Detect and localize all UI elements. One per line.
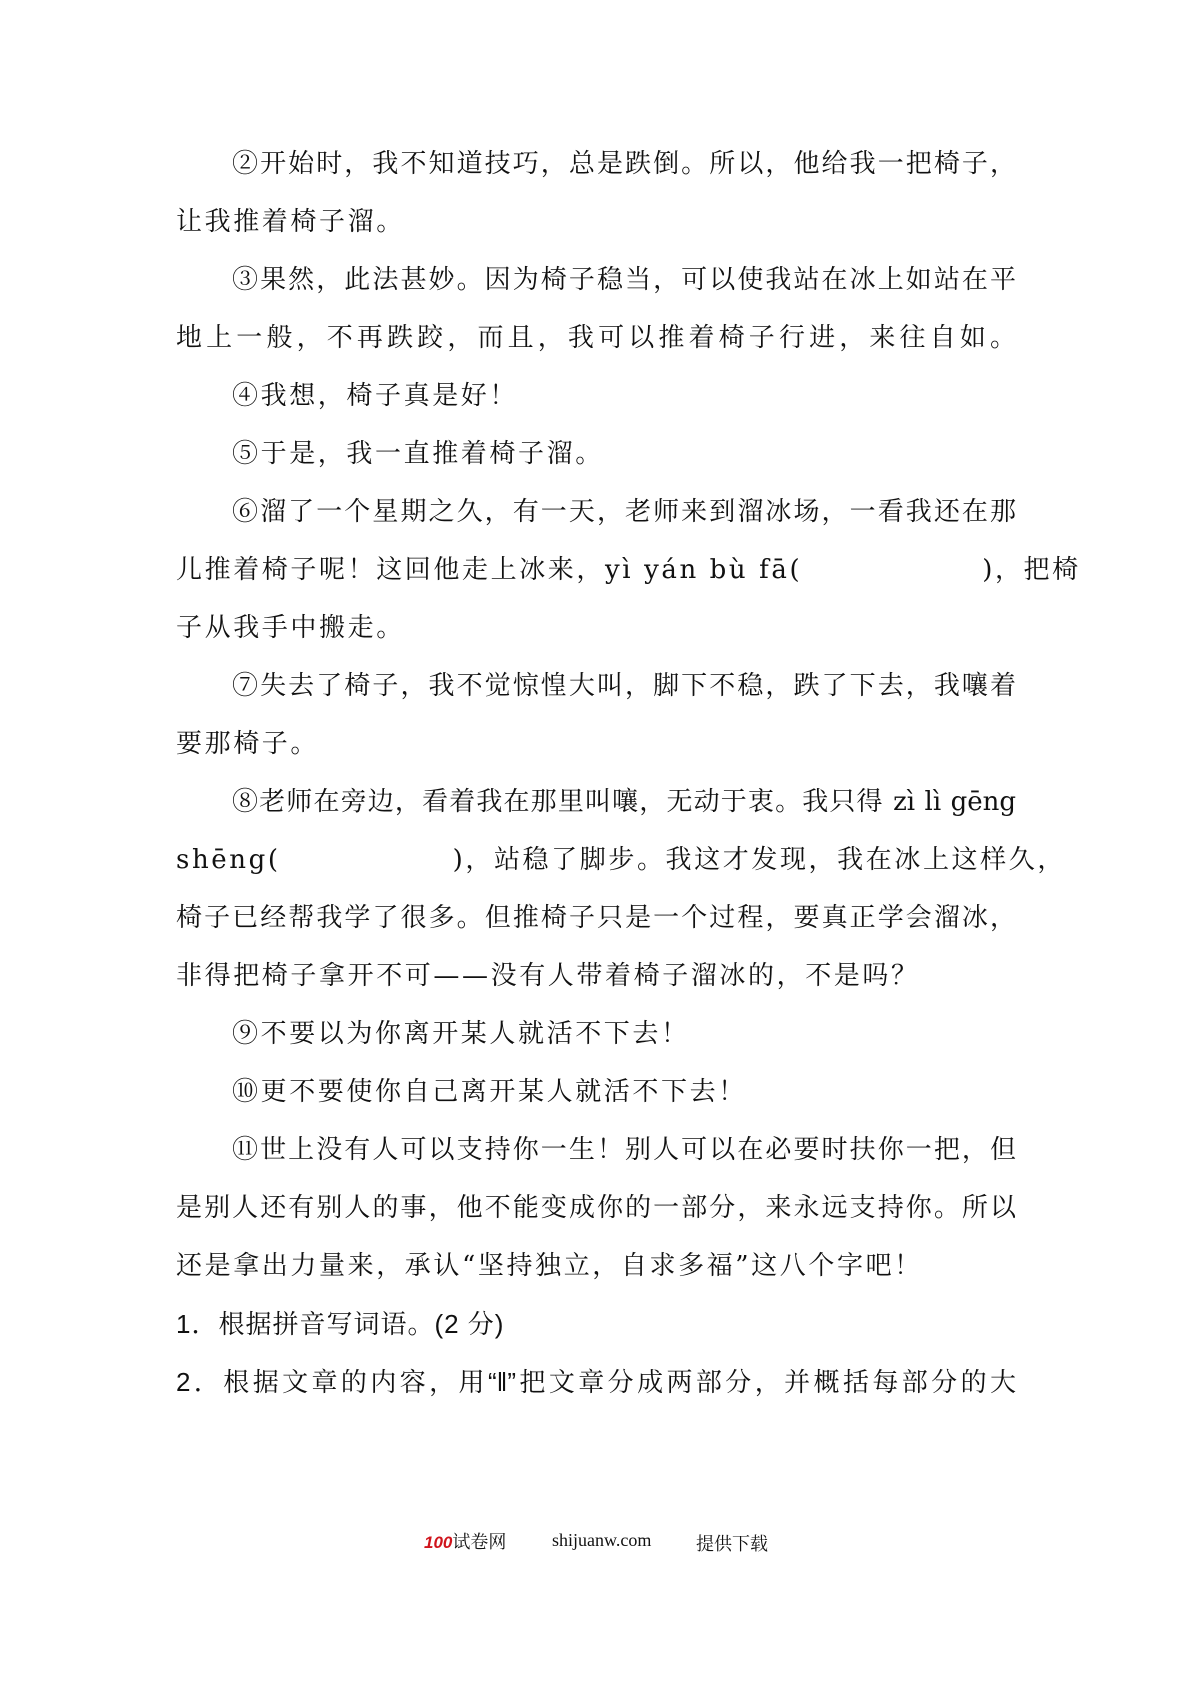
paragraph-11-line-1: ⑪世上没有人可以支持你一生！别人可以在必要时扶你一把，但 <box>232 1135 1016 1165</box>
paragraph-8-line-2-start: shēng( <box>176 845 281 875</box>
paragraph-11-line-3: 还是拿出力量来，承认“坚持独立，自求多福”这八个字吧！ <box>176 1251 923 1281</box>
paragraph-6-line-2 <box>176 550 1081 590</box>
paragraph-3-line-2: 地上一般，不再跌跤，而且，我可以推着椅子行进，来往自如。 <box>176 323 1016 353</box>
site-url: shijuanw.com <box>552 1530 652 1550</box>
paragraph-4: ④我想，椅子真是好！ <box>232 381 519 411</box>
paragraph-8-line-1: ⑧老师在旁边，看着我在那里叫嚷，无动于衷。我只得 zì lì gēng <box>232 787 1016 817</box>
download-text: 提供下载 <box>696 1534 768 1554</box>
paragraph-6-line-2-start: 儿推着椅子呢！这回他走上冰来，yì yán bù fā( <box>176 555 803 585</box>
page-footer <box>0 1524 1191 1556</box>
paragraph-10: ⑩更不要使你自己离开某人就活不下去！ <box>232 1077 747 1107</box>
paragraph-8-line-2-end: )，站稳了脚步。我这才发现，我在冰上这样久， <box>452 845 1066 875</box>
paragraph-8-line-2 <box>176 840 1066 880</box>
paragraph-3-line-1: ③果然，此法甚妙。因为椅子稳当，可以使我站在冰上如站在平 <box>232 265 1016 295</box>
paragraph-7-line-2: 要那椅子。 <box>176 729 320 759</box>
paragraph-2-line-1: ②开始时，我不知道技巧，总是跌倒。所以，他给我一把椅子， <box>232 149 1016 179</box>
paragraph-7-line-1: ⑦失去了椅子，我不觉惊惶大叫，脚下不稳，跌了下去，我嚷着 <box>232 671 1016 701</box>
question-1: 1．根据拼音写词语。(2 分) <box>176 1309 505 1339</box>
paragraph-9: ⑨不要以为你离开某人就活不下去！ <box>232 1019 690 1049</box>
paragraph-8-line-3: 椅子已经帮我学了很多。但推椅子只是一个过程，要真正学会溜冰， <box>176 903 1016 933</box>
paragraph-6-line-3: 子从我手中搬走。 <box>176 613 405 643</box>
paragraph-2-line-2: 让我推着椅子溜。 <box>176 207 405 237</box>
paragraph-8-line-4: 非得把椅子拿开不可——没有人带着椅子溜冰的，不是吗？ <box>176 961 920 991</box>
paragraph-5: ⑤于是，我一直推着椅子溜。 <box>232 439 604 469</box>
paragraph-11-line-2: 是别人还有别人的事，他不能变成你的一部分，来永远支持你。所以 <box>176 1193 1016 1223</box>
site-logo <box>424 1528 506 1554</box>
logo-number: 100 <box>424 1533 453 1552</box>
paragraph-6-line-2-end: )，把椅 <box>982 555 1081 585</box>
logo-text: 试卷网 <box>452 1532 507 1552</box>
question-2: 2．根据文章的内容，用“‖”把文章分成两部分，并概括每部分的大 <box>176 1367 1016 1397</box>
paragraph-6-line-1: ⑥溜了一个星期之久，有一天，老师来到溜冰场，一看我还在那 <box>232 497 1016 527</box>
